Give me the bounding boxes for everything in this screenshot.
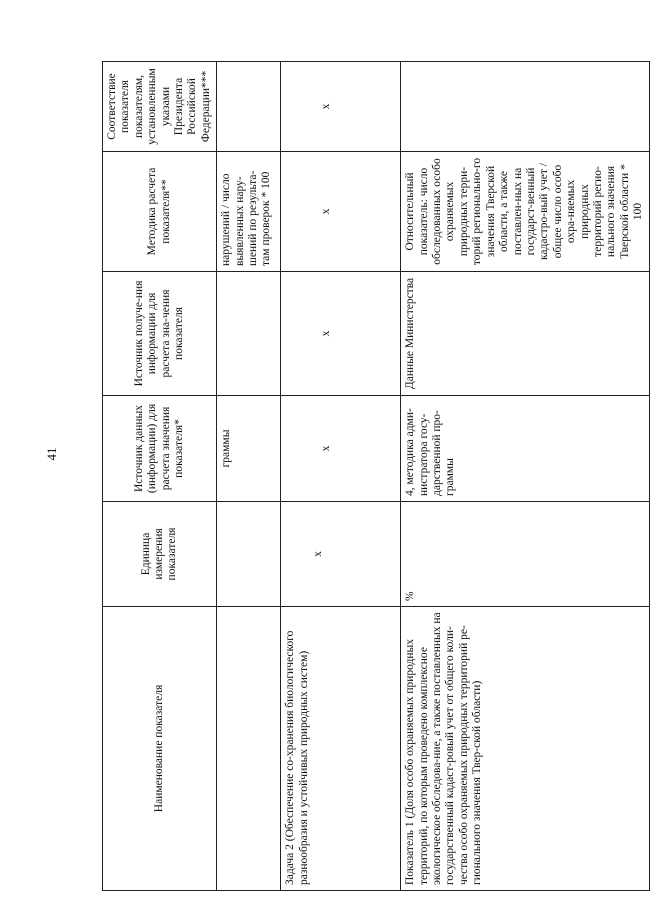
table-row: [281, 61, 401, 890]
table-header-row: [103, 61, 217, 890]
row-name: [217, 606, 281, 890]
row-unit: [217, 501, 281, 606]
row-compliance: [401, 61, 649, 151]
row-method-mark: х: [320, 208, 333, 215]
row-compliance: [217, 61, 281, 151]
row-name: Задача 2 (Обеспечение со-хранения биологического разнообразия и устойчивых природных систем): [281, 606, 401, 890]
row-name: Показатель 1 (Доля особо охраняемых природных территорий, по которым проведено комплексное экологическое обследова-ние, а также поставленных на государственный кадаст-ровый учет от общего коли-чества особо охраняемых природных территорий ре-гионального значения Твер-ской области): [401, 606, 649, 890]
header-info-origin: Источник получе-ния информации для расчета зна-чения показателя: [103, 271, 217, 395]
row-method: Относительный показатель: число обследованных особо охраняемых природных терри-торий регионально-го значения Тверской области, а также поставлен-ных на государст-венный кадастро-вый учет / общее число особо охра-няемых природных территорий регио-нального значения Тверской области * 100: [401, 151, 649, 271]
row-origin: Данные Министерства: [401, 271, 649, 395]
row-source: [281, 395, 401, 501]
row-method: [281, 151, 401, 271]
row-origin-mark: х: [320, 330, 333, 337]
row-compliance: [281, 61, 401, 151]
row-source-mark: х: [320, 445, 333, 452]
header-unit: Единица измерения показателя: [103, 501, 217, 606]
header-data-source: Источник данных (информации) для расчета значения показателя*: [103, 395, 217, 501]
header-method: Методика расчета показателя**: [103, 151, 217, 271]
row-source: граммы: [217, 395, 281, 501]
table-row: [217, 61, 281, 890]
row-origin: [217, 271, 281, 395]
indicator-table-rotated: [102, 62, 645, 891]
header-indicator-name: Наименование показателя: [103, 606, 217, 890]
row-method: нарушений / число выявленных нару-шений по результа-там проверок * 100: [217, 151, 281, 271]
row-unit: [281, 501, 401, 606]
header-compliance: Соответствие показателя показателям, установленным указами Президента Российской Федерации***: [103, 61, 217, 151]
row-unit-mark: х: [312, 551, 325, 557]
table-row: [401, 61, 649, 890]
indicator-table: [102, 61, 650, 891]
row-compliance-mark: х: [320, 103, 333, 110]
row-source: 4, методика адми-нистратора госу-дарственной про-граммы: [401, 395, 649, 501]
page-number: 41: [44, 447, 59, 461]
row-origin: [281, 271, 401, 395]
row-unit: %: [401, 501, 649, 606]
